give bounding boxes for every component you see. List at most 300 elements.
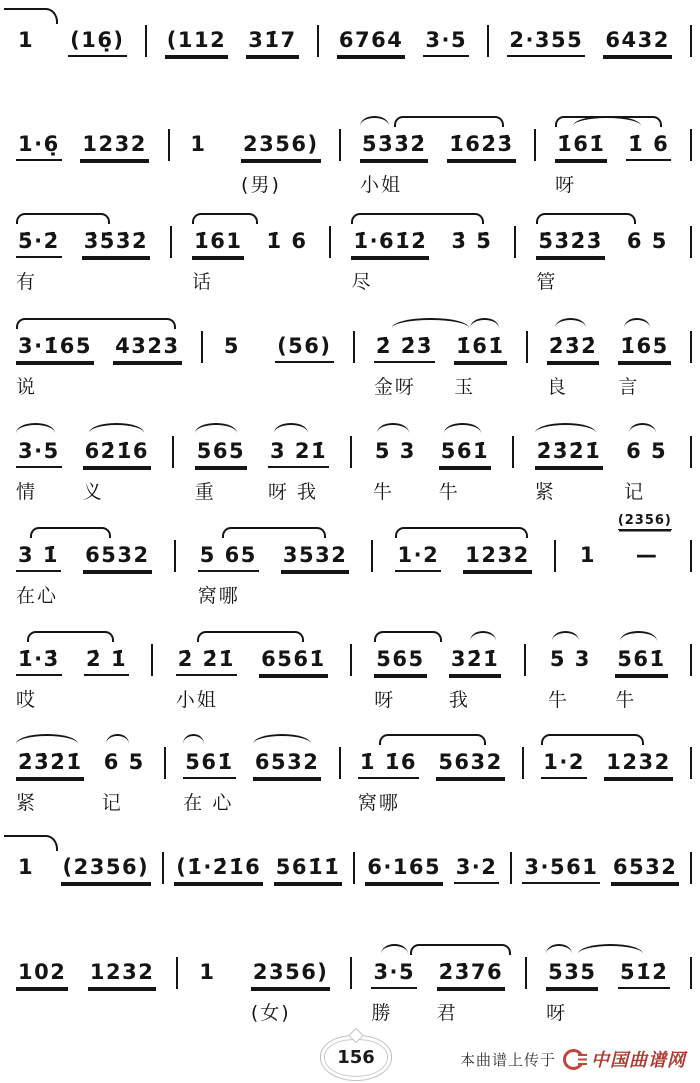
note-group — [61, 833, 152, 921]
note-digits: (2356) — [61, 855, 152, 884]
barline — [690, 436, 692, 468]
slur-icon — [470, 631, 496, 641]
slur-zone — [264, 207, 309, 229]
tie-icon — [4, 835, 58, 851]
note-text — [68, 28, 126, 58]
note-digits: 3·1̇65 — [16, 334, 94, 363]
slur-zone — [374, 625, 426, 647]
note-digits: (56) — [275, 334, 333, 363]
lyric — [68, 66, 76, 94]
note-group — [195, 417, 247, 505]
note-text — [16, 855, 36, 885]
slur-zone — [611, 833, 679, 855]
lyric — [197, 998, 205, 1026]
note-group — [578, 521, 612, 609]
note-digits: 1̇ 6 — [626, 132, 671, 161]
lyric: 玉 — [454, 376, 476, 398]
note-digits: 561̇ — [615, 647, 667, 676]
note-group — [536, 207, 604, 295]
note-digits: 3·5 — [423, 28, 469, 57]
slur-icon — [274, 423, 308, 433]
phrase-bracket-icon — [374, 631, 442, 642]
note-digits: 5 3 — [374, 439, 416, 463]
note-group — [548, 625, 593, 713]
slur-zone — [365, 833, 443, 855]
note-digits: 1̇61̇ — [555, 132, 607, 161]
barline — [514, 226, 516, 258]
note-group — [183, 728, 235, 816]
note-digits: 6 5 — [626, 439, 668, 463]
note-group — [246, 6, 298, 94]
note-digits: 1·2 — [541, 750, 587, 779]
lyric — [365, 893, 373, 921]
lyric: 牛 — [372, 481, 394, 503]
note-text — [16, 750, 84, 780]
note-text — [82, 229, 150, 259]
note-text — [281, 543, 349, 573]
slur-icon — [629, 423, 656, 433]
slur-icon — [552, 631, 579, 641]
note-text — [634, 543, 661, 573]
note-digits: 51̇2̇ — [618, 960, 670, 989]
staff-line — [16, 833, 692, 921]
note-text — [102, 750, 147, 780]
slur-zone — [102, 728, 147, 750]
grace-notes: (2356) — [617, 513, 672, 528]
barline — [512, 436, 514, 468]
note-group — [165, 6, 228, 94]
note-digits: 1̇61 — [192, 229, 244, 258]
note-group — [365, 833, 443, 921]
slur-zone — [436, 728, 504, 750]
lyric — [16, 66, 24, 94]
note-text — [198, 543, 259, 573]
note-digits: 1 — [18, 28, 35, 52]
note-digits: 3·561 — [522, 855, 600, 884]
slur-icon — [624, 318, 650, 328]
note-group — [68, 6, 126, 94]
note-group — [16, 207, 62, 295]
note-text — [84, 647, 129, 677]
note-text — [83, 543, 151, 573]
slur-zone — [222, 312, 256, 334]
note-text — [373, 439, 418, 469]
lyric: 管 — [536, 271, 558, 293]
slur-zone — [618, 312, 670, 334]
note-group — [603, 6, 671, 94]
lyric: 话 — [192, 271, 214, 293]
note-text — [547, 334, 599, 364]
note-group — [174, 833, 263, 921]
note-text — [351, 229, 429, 259]
note-text — [449, 229, 494, 259]
slur-zone — [449, 207, 494, 229]
note-text — [360, 132, 428, 162]
note-group — [80, 110, 148, 198]
lyric: 呀 — [546, 1002, 568, 1024]
note-text — [611, 855, 679, 885]
slur-zone — [274, 833, 342, 855]
note-digits: 1 — [199, 960, 216, 984]
slur-zone — [16, 625, 62, 647]
note-group — [449, 625, 501, 713]
slur-zone — [88, 938, 156, 960]
note-text — [358, 750, 419, 780]
note-group — [197, 938, 231, 1026]
slur-zone — [251, 938, 331, 960]
lyric: 良 — [546, 376, 568, 398]
note-digits: 1̇·3̇ — [16, 647, 62, 676]
note-group — [604, 728, 672, 816]
barline — [690, 226, 692, 258]
slur-zone — [548, 625, 593, 647]
note-text — [618, 334, 670, 364]
lyric — [618, 998, 626, 1026]
note-group — [617, 513, 672, 609]
tie-icon — [4, 8, 58, 24]
note-digits: 1232 — [80, 132, 148, 161]
barline — [534, 129, 536, 161]
lyric — [165, 66, 173, 94]
note-text — [522, 855, 600, 885]
barline — [339, 747, 341, 779]
slur-zone — [373, 417, 418, 439]
note-group — [615, 625, 667, 713]
slur-icon — [444, 423, 481, 433]
slur-zone — [16, 938, 68, 960]
lyric — [604, 788, 612, 816]
barline — [690, 25, 692, 57]
lyric — [264, 267, 272, 295]
note-group — [83, 521, 151, 609]
note-digits: 2̇3̇76 — [437, 960, 505, 989]
lyric: 在 心 — [183, 792, 234, 814]
note-text — [222, 334, 242, 364]
barline — [526, 331, 528, 363]
staff-line — [16, 625, 692, 713]
note-digits: 6764 — [337, 28, 405, 57]
barline — [162, 852, 164, 884]
note-group — [358, 728, 419, 816]
note-text — [535, 439, 603, 469]
barline — [690, 957, 692, 989]
note-text — [437, 960, 505, 990]
slur-icon — [89, 423, 144, 433]
note-digits: 1 — [190, 132, 207, 156]
barline — [317, 25, 319, 57]
staff-line — [16, 728, 692, 816]
note-text — [555, 132, 607, 162]
note-text — [536, 229, 604, 259]
slur-zone — [625, 207, 670, 229]
note-text — [61, 855, 152, 885]
barline — [350, 644, 352, 676]
note-group — [625, 207, 670, 295]
note-digits: 1232 — [604, 750, 672, 779]
note-text — [454, 334, 506, 364]
barline — [524, 644, 526, 676]
slur-zone — [241, 110, 321, 132]
note-text — [604, 750, 672, 780]
note-digits: 1̇·61̇2̇ — [351, 229, 429, 258]
note-digits: 5̇3̇3̇2̇ — [360, 132, 428, 161]
slur-zone — [358, 728, 419, 750]
note-group — [337, 6, 405, 94]
note-group — [373, 417, 418, 505]
lyric — [395, 581, 403, 609]
note-group — [611, 833, 679, 921]
note-digits: 3 21̇ — [268, 439, 329, 468]
note-group — [176, 625, 237, 713]
slur-zone — [246, 6, 298, 28]
note-group — [16, 728, 84, 816]
slur-icon — [16, 734, 78, 744]
note-text — [374, 647, 426, 677]
note-text — [88, 960, 156, 990]
note-text — [259, 647, 327, 677]
barline — [353, 331, 355, 363]
lyric — [83, 581, 91, 609]
note-digits: 3·5 — [371, 960, 417, 989]
slur-zone — [454, 312, 506, 334]
lyric — [82, 267, 90, 295]
note-digits: 1̇65 — [618, 334, 670, 363]
note-group — [351, 207, 429, 295]
note-group — [449, 207, 494, 295]
lyric — [222, 372, 230, 400]
note-group — [360, 110, 428, 198]
note-text — [192, 229, 244, 259]
barline — [145, 25, 147, 57]
note-text — [463, 543, 531, 573]
note-group — [371, 938, 417, 1026]
lyric — [578, 581, 586, 609]
lyric — [423, 66, 431, 94]
slur-icon — [555, 318, 586, 328]
note-digits: 1̇ 1̇6 — [358, 750, 419, 779]
note-text — [548, 647, 593, 677]
lyric — [447, 170, 455, 198]
note-group — [624, 417, 669, 505]
barline — [690, 747, 692, 779]
slur-icon — [381, 944, 408, 954]
slur-zone — [113, 312, 181, 334]
note-text — [507, 28, 585, 58]
slur-zone — [253, 728, 321, 750]
slur-zone — [16, 417, 62, 439]
lyric — [275, 372, 283, 400]
note-digits: 3̇ 5̇ — [451, 229, 493, 253]
barline — [176, 957, 178, 989]
lyric — [246, 66, 254, 94]
note-digits: 6561̇ — [259, 647, 327, 676]
slur-zone — [82, 207, 150, 229]
slur-zone — [176, 625, 237, 647]
note-group — [16, 312, 94, 400]
lyric — [113, 372, 121, 400]
note-digits: 2̇3̇2̇ — [547, 334, 599, 363]
lyric — [259, 685, 267, 713]
note-digits: 561̇1̇ — [274, 855, 342, 884]
slur-zone — [536, 207, 604, 229]
note-digits: 2̇ 1̇ — [84, 647, 129, 676]
barline — [371, 540, 373, 572]
site-logo-icon — [563, 1049, 584, 1070]
slur-zone — [259, 625, 327, 647]
note-text — [188, 132, 208, 162]
note-text — [626, 132, 671, 162]
site-name: 中国曲谱网 — [591, 1050, 686, 1071]
note-digits: 1̇61̇ — [454, 334, 506, 363]
slur-zone — [618, 938, 670, 960]
note-group — [555, 110, 607, 198]
lyric: 我 — [448, 689, 470, 711]
note-text — [16, 132, 62, 162]
slur-icon — [377, 423, 409, 433]
note-group — [439, 417, 491, 505]
lyric — [61, 893, 69, 921]
slur-zone — [541, 728, 587, 750]
note-text — [365, 855, 443, 885]
note-text — [371, 960, 417, 990]
note-digits: 6 5 — [626, 229, 668, 253]
note-group — [626, 110, 671, 198]
note-digits: 2̇3̇2̇1̇ — [16, 750, 84, 779]
note-text — [423, 28, 469, 58]
lyric: 言 — [618, 376, 640, 398]
slur-zone — [603, 6, 671, 28]
note-group — [16, 938, 68, 1026]
slur-zone — [555, 110, 607, 132]
note-group — [618, 938, 670, 1026]
note-group — [222, 312, 256, 400]
barline — [487, 25, 489, 57]
note-text — [16, 334, 94, 364]
lyric — [625, 267, 633, 295]
staff-line — [16, 207, 692, 295]
slur-zone — [546, 938, 598, 960]
note-group — [281, 521, 349, 609]
barline — [170, 226, 172, 258]
note-text — [16, 647, 62, 677]
note-group — [546, 938, 598, 1026]
note-digits: 102 — [16, 960, 68, 989]
lyric — [88, 998, 96, 1026]
lyric — [80, 170, 88, 198]
lyric: 牛 — [615, 689, 637, 711]
slur-zone — [16, 110, 62, 132]
barline — [690, 540, 692, 572]
note-group — [241, 110, 321, 198]
barline — [690, 852, 692, 884]
slur-zone — [439, 417, 491, 439]
note-group — [253, 728, 321, 816]
slur-icon — [195, 423, 237, 433]
note-group — [16, 833, 50, 921]
note-digits: 6532 — [83, 543, 151, 572]
note-group — [16, 110, 62, 198]
slur-zone — [195, 417, 247, 439]
lyric: 记 — [624, 481, 646, 503]
slur-icon — [183, 734, 204, 744]
note-text — [264, 229, 309, 259]
barline — [168, 129, 170, 161]
note-group — [16, 625, 62, 713]
slur-icon — [470, 318, 499, 328]
slur-zone — [522, 833, 600, 855]
staff-line — [16, 110, 692, 198]
lyric — [611, 893, 619, 921]
note-group — [463, 521, 531, 609]
note-digits: 3532 — [281, 543, 349, 572]
slur-zone — [578, 521, 612, 543]
barline — [690, 129, 692, 161]
note-text — [578, 543, 598, 573]
note-group — [547, 312, 599, 400]
note-group — [447, 110, 515, 198]
lyric: 哎 — [16, 689, 38, 711]
lyric: 说 — [16, 376, 38, 398]
note-text — [268, 439, 329, 469]
note-digits: 4323 — [113, 334, 181, 363]
lyric: 牛 — [438, 481, 460, 503]
slur-zone — [449, 625, 501, 647]
lyric: 呀 我 — [267, 481, 318, 503]
note-group — [541, 728, 587, 816]
note-group — [436, 728, 504, 816]
note-text — [16, 28, 36, 58]
lyric: 尽 — [351, 271, 373, 293]
note-digits: 3·5 — [16, 439, 62, 468]
slur-zone — [16, 207, 62, 229]
note-text — [197, 960, 217, 990]
note-text — [246, 28, 298, 58]
barline — [690, 331, 692, 363]
lyric: 紧 — [534, 481, 556, 503]
slur-zone — [281, 521, 349, 543]
note-text — [603, 28, 671, 58]
barline — [172, 436, 174, 468]
barline — [339, 129, 341, 161]
note-group — [84, 625, 129, 713]
slur-zone — [535, 417, 603, 439]
note-text — [16, 439, 62, 469]
note-text — [80, 132, 148, 162]
note-group — [102, 728, 147, 816]
lyric — [16, 998, 24, 1026]
lyric: (男) — [241, 174, 281, 196]
lyric — [16, 170, 24, 198]
slur-icon — [106, 734, 129, 744]
lyric — [188, 170, 196, 198]
slur-icon — [16, 423, 55, 433]
barline — [525, 957, 527, 989]
barline — [350, 957, 352, 989]
lyric: 紧 — [16, 792, 38, 814]
note-text — [541, 750, 587, 780]
slur-zone — [61, 833, 152, 855]
note-text — [449, 647, 501, 677]
slur-zone — [374, 312, 435, 334]
lyric — [337, 66, 345, 94]
note-group — [268, 417, 329, 505]
lyric: 金呀 — [373, 376, 416, 398]
lyric: 小姐 — [360, 174, 403, 196]
lyric — [454, 893, 462, 921]
slur-zone — [351, 207, 429, 229]
note-digits: 5 — [223, 334, 241, 358]
note-text — [251, 960, 331, 990]
